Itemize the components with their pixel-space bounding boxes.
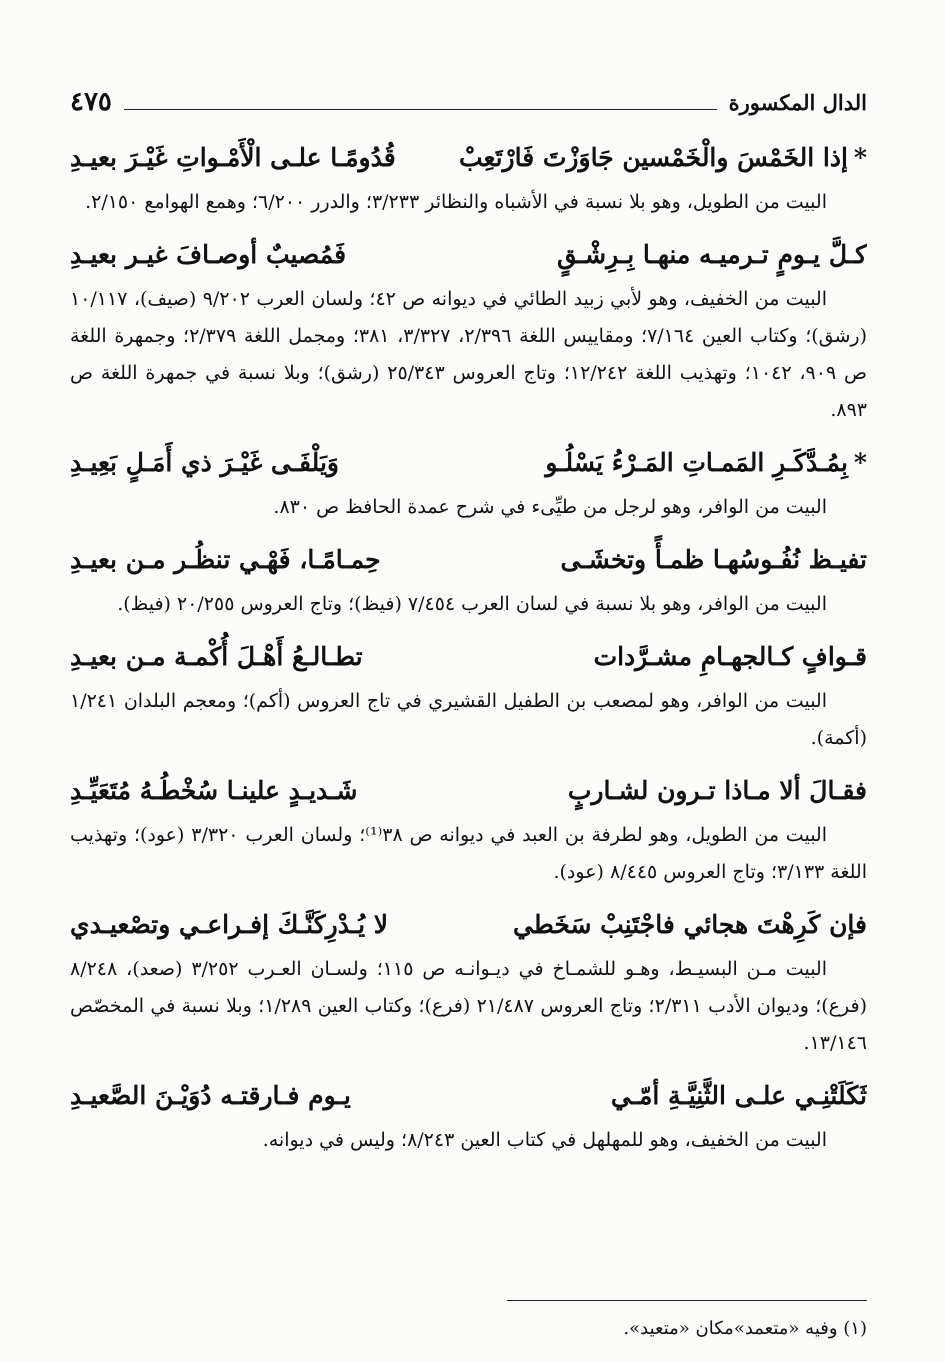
section-title: الدال المكسورة [728, 89, 867, 115]
verse-line [70, 229, 867, 281]
verse-marker: * [853, 143, 867, 172]
running-head [70, 82, 867, 122]
page-body [70, 82, 867, 1167]
entry [70, 1070, 867, 1159]
hemistich-first: فإن كَرِهْتَ هجائي فاجْتَنِبْ سَخَطي [513, 910, 867, 939]
header-rule [124, 109, 717, 110]
entry [70, 229, 867, 429]
hemistich-first: *إذا الخَمْسَ والْخَمْسين جَاوَزْتَ فَارْتَعِبْ [458, 143, 867, 172]
hemistich-second: تطـالـعُ أَهْـلَ أُكْمـة مـن بعيـدِ [70, 642, 363, 671]
verse-note: البيت مـن البسيـط، وهـو للشمـاخ في ديـوانـه ص ١١٥؛ ولسـان العـرب ٣/٢٥٢ (صعد)، ٨/٢٤٨ (فرع)؛ وديوان الأدب ٢/٣١١؛ وتاج العروس ٢١/٤٨٧ (فرع)؛ وكتاب العين ١/٢٨٩؛ وبلا نسبة في المخصّص ١٣/١٤٦. [70, 958, 867, 1054]
hemistich-second: لا يُـدْرِكَنَّـكَ إفـراعـي وتصْعيـدي [70, 910, 389, 939]
verse-line [70, 899, 867, 951]
verse-line [70, 631, 867, 683]
verse-line [70, 1070, 867, 1122]
entry [70, 132, 867, 221]
verse-line [70, 765, 867, 817]
entry [70, 631, 867, 757]
hemistich-second: وَيَلْفَـى غَيْـرَ ذي أَمَـلٍ بَعِيـدِ [70, 448, 339, 477]
hemistich-second: شَـديـدٍ علينـا سُخْطُـهُ مُتَعَيِّـدِ [70, 776, 358, 805]
hemistich-second: قُدُومًـا علـى الْأَمْـواتِ غَيْـرَ بعيـدِ [70, 143, 396, 172]
hemistich-first: تفيـظ نُفُـوسُهـا ظمـأً وتخشَـى [560, 545, 867, 574]
verse-note: البيت من الطويل، وهو لطرفة بن العبد في ديوانه ص ٣٨⁽¹⁾؛ ولسان العرب ٣/٣٢٠ (عود)؛ وتهذيب اللغة ٣/١٣٣؛ وتاج العروس ٨/٤٤٥ (عود). [70, 824, 867, 883]
verse-line [70, 437, 867, 489]
verse-line [70, 534, 867, 586]
verse-note: البيت من الخفيف، وهو لأبي زبيد الطائي في ديوانه ص ٤٢؛ ولسان العرب ٩/٢٠٢ (صيف)، ١٠/١١٧ (رشق)؛ وكتاب العين ٧/١٦٤؛ ومقاييس اللغة ٢/٣٩٦، ٣/٣٢٧، ٣٨١؛ ومجمل اللغة ٢/٣٧٩؛ وجمهرة اللغة ص ٩٠٩، ١٠٤٢؛ وتهذيب اللغة ١٢/٢٤٢؛ وتاج العروس ٢٥/٣٤٣ (رشق)؛ وبلا نسبة في جمهرة اللغة ص ٨٩٣. [70, 288, 868, 421]
entry [70, 534, 867, 623]
page-number: ٤٧٥ [70, 87, 112, 117]
hemistich-first: *بِمُـدَّكَـرِ المَمـاتِ المَـرْءُ يَسْلُـو [545, 448, 867, 477]
verse-note: البيت من الطويل، وهو بلا نسبة في الأشباه والنظائر ٣/٢٣٣؛ والدرر ٦/٢٠٠؛ وهمع الهوامع ٢/١٥٠. [85, 191, 827, 213]
verse-note: البيت من الوافر، وهو لمصعب بن الطفيل القشيري في تاج العروس (أكم)؛ ومعجم البلدان ١/٢٤١ (أكمة). [70, 690, 867, 749]
verse-note: البيت من الوافر، وهو بلا نسبة في لسان العرب ٧/٤٥٤ (فيظ)؛ وتاج العروس ٢٠/٢٥٥ (فيظ). [117, 593, 827, 615]
hemistich-first: كـلَّ يـومٍ تـرميـه منهـا بِـرِشْـقٍ [557, 240, 867, 269]
entry [70, 437, 867, 526]
verse-note: البيت من الوافر، وهو لرجل من طيِّىء في شرح عمدة الحافظ ص ٨٣٠. [273, 496, 827, 518]
footnote: (١) وفيه «متعمد»مكان «متعيد». [623, 1318, 867, 1339]
footnote-rule [507, 1300, 867, 1301]
hemistich-first: فقـالَ ألا مـاذا تـرون لشـاربٍ [567, 776, 867, 805]
hemistich-first: قـوافٍ كـالجهـامِ مشـرَّدات [593, 642, 867, 671]
hemistich-second: فَمُصيبٌ أوصـافَ غيـر بعيـدِ [70, 240, 347, 269]
hemistich-second: حِمـامًـا، فَهْـي تنظُـر مـن بعيـدِ [70, 545, 381, 574]
entry [70, 899, 867, 1062]
entry [70, 765, 867, 891]
verse-note: البيت من الخفيف، وهو للمهلهل في كتاب العين ٨/٢٤٣؛ وليس في ديوانه. [262, 1129, 827, 1151]
hemistich-first: ثَكَلَتْنِـي علـى الثَّنِيَّـةِ أمّـي [610, 1081, 867, 1110]
hemistich-second: يـوم فـارقتـه دُوَيْـنَ الصَّعيـدِ [70, 1081, 351, 1110]
verse-line [70, 132, 867, 184]
verse-marker: * [853, 448, 867, 477]
